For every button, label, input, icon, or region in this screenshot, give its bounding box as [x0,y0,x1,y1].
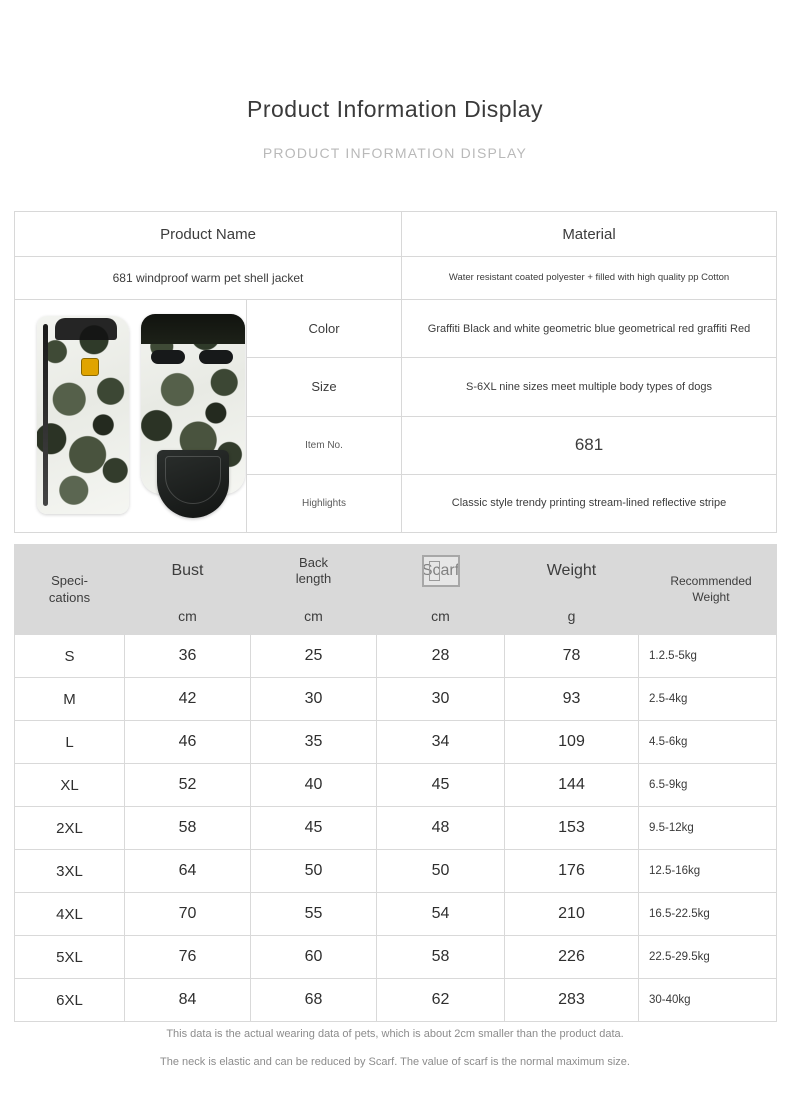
product-photo [15,300,246,532]
jacket-zipper [43,324,48,506]
attr-value-size: S-6XL nine sizes meet multiple body types of dogs [402,358,777,416]
size-table-header-row [15,545,777,598]
product-name-value: 681 windproof warm pet shell jacket [15,257,402,300]
cell-weight: 109 [505,721,639,764]
header-specifications-line2: cations [48,589,91,605]
cell-bust: 46 [125,721,251,764]
attr-value-color: Graffiti Black and white geometric blue geometrical red graffiti Red [402,300,777,358]
cell-bust: 36 [125,635,251,678]
footnote-1: This data is the actual wearing data of pets, which is about 2cm smaller than the product data. [166,1028,624,1040]
cell-recommended: 30-40kg [639,979,777,1022]
table-row [15,807,777,850]
header-specifications [15,545,125,635]
attr-label-color: Color [247,300,402,358]
product-info-table [14,211,777,533]
size-chart-table [14,544,777,1022]
cell-scarf: 48 [377,807,505,850]
header-back-length-line2: length [295,571,332,586]
cell-back: 35 [251,721,377,764]
header-back-length [251,545,377,598]
cell-scarf: 28 [377,635,505,678]
table-row [15,635,777,678]
cell-size: L [15,721,125,764]
table-row [15,764,777,807]
cell-size: XL [15,764,125,807]
cell-recommended: 1.2.5-5kg [639,635,777,678]
table-row [15,979,777,1022]
product-name-header: Product Name [15,212,402,257]
attr-label-item-no: Item No. [247,416,402,474]
cell-size: 6XL [15,979,125,1022]
size-table-body [15,635,777,1022]
cell-scarf: 34 [377,721,505,764]
cell-bust: 52 [125,764,251,807]
header-recommended-weight [639,545,777,635]
table-row [15,850,777,893]
cell-weight: 176 [505,850,639,893]
cell-recommended: 22.5-29.5kg [639,936,777,979]
header-weight: Weight [505,545,639,598]
header-scarf-label: Scarf [421,562,460,579]
table-row [15,257,777,300]
footnote-2: The neck is elastic and can be reduced by Scarf. The value of scarf is the normal maximum size. [160,1056,630,1068]
table-row [15,893,777,936]
material-value: Water resistant coated polyester + filled with high quality pp Cotton [402,257,777,300]
attr-label-size: Size [247,358,402,416]
cell-size: S [15,635,125,678]
header-specifications-line1: Speci- [51,573,88,589]
header-scarf [377,545,505,598]
cell-back: 45 [251,807,377,850]
jacket-belly-panel [157,450,229,518]
cell-scarf: 50 [377,850,505,893]
cell-back: 30 [251,678,377,721]
header-recommended-weight-line1: Recommended [670,573,752,588]
jacket-hood-trim [141,314,245,344]
cell-bust: 84 [125,979,251,1022]
cell-weight: 144 [505,764,639,807]
cell-scarf: 54 [377,893,505,936]
cell-bust: 42 [125,678,251,721]
jacket-collar [55,318,117,340]
cell-size: 4XL [15,893,125,936]
table-row [15,721,777,764]
cell-size: 3XL [15,850,125,893]
table-row [15,678,777,721]
attr-value-item-no: 681 [402,416,777,474]
cell-weight: 93 [505,678,639,721]
cell-weight: 210 [505,893,639,936]
jacket-front-view [37,316,129,514]
cell-size: 5XL [15,936,125,979]
unit-scarf: cm [377,598,505,635]
cell-recommended: 6.5-9kg [639,764,777,807]
header-recommended-weight-line2: Weight [692,589,730,604]
unit-bust: cm [125,598,251,635]
cell-recommended: 2.5-4kg [639,678,777,721]
cell-recommended: 16.5-22.5kg [639,893,777,936]
table-row [15,300,777,358]
cell-back: 68 [251,979,377,1022]
cell-weight: 283 [505,979,639,1022]
page-subtitle: PRODUCT INFORMATION DISPLAY [262,145,528,161]
cell-back: 25 [251,635,377,678]
page-title: Product Information Display [246,96,543,122]
attr-value-highlights: Classic style trendy printing stream-lined reflective stripe [402,474,777,532]
cell-scarf: 62 [377,979,505,1022]
scarf-watermark [422,562,459,580]
jacket-strap-left [151,350,185,364]
jacket-strap-right [199,350,233,364]
cell-scarf: 58 [377,936,505,979]
product-image-cell [15,300,247,533]
header-back-length-line1: Back [299,554,328,570]
cell-bust: 70 [125,893,251,936]
cell-bust: 58 [125,807,251,850]
unit-weight: g [505,598,639,635]
cell-back: 55 [251,893,377,936]
jacket-badge-icon [81,358,99,376]
cell-weight: 153 [505,807,639,850]
cell-weight: 78 [505,635,639,678]
footnotes [0,1028,790,1084]
header-bust: Bust [125,545,251,598]
unit-back-length: cm [251,598,377,635]
cell-back: 60 [251,936,377,979]
cell-size: 2XL [15,807,125,850]
cell-bust: 76 [125,936,251,979]
cell-back: 50 [251,850,377,893]
page-header [0,0,790,161]
cell-scarf: 45 [377,764,505,807]
attr-label-highlights: Highlights [247,474,402,532]
table-row [15,212,777,257]
scarf-measure-icon [422,555,460,587]
table-row [15,936,777,979]
cell-recommended: 12.5-16kg [639,850,777,893]
cell-weight: 226 [505,936,639,979]
cell-back: 40 [251,764,377,807]
cell-size: M [15,678,125,721]
cell-recommended: 4.5-6kg [639,721,777,764]
material-header: Material [402,212,777,257]
cell-bust: 64 [125,850,251,893]
cell-scarf: 30 [377,678,505,721]
cell-recommended: 9.5-12kg [639,807,777,850]
